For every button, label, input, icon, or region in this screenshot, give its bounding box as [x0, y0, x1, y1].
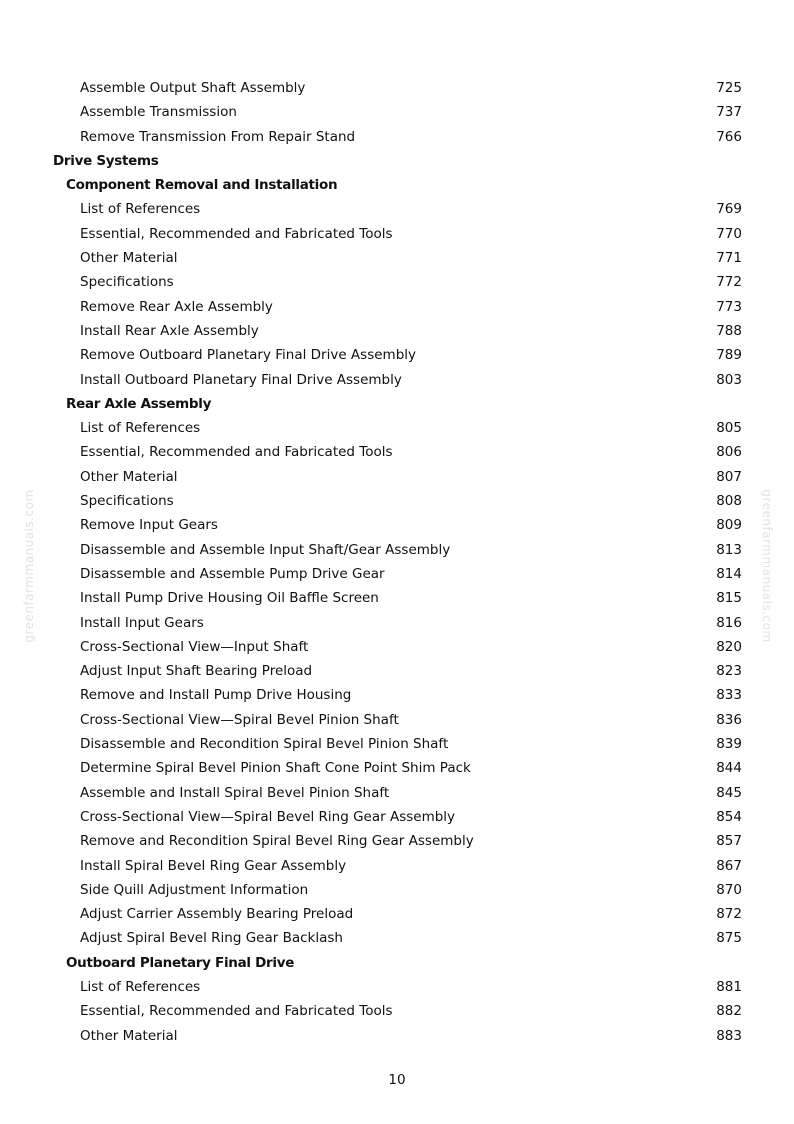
toc-entry-page-number: 806 [716, 444, 742, 461]
toc-entry-title: Install Input Gears [80, 614, 204, 631]
toc-entry-title: Disassemble and Assemble Input Shaft/Gear Assembly [80, 541, 451, 558]
toc-entry[interactable] [0, 708, 794, 732]
toc-entry-title: Determine Spiral Bevel Pinion Shaft Cone Point Shim Pack [80, 760, 471, 777]
toc-section-heading [0, 173, 794, 197]
toc-entry[interactable] [0, 854, 794, 878]
toc-entry-page-number: 867 [716, 857, 742, 874]
toc-entry-page-number: 882 [716, 1003, 742, 1020]
toc-entry-title: Other Material [80, 1027, 178, 1044]
toc-entry-title: Specifications [80, 274, 174, 291]
toc-entry-title: Rear Axle Assembly [66, 395, 212, 412]
toc-entry-page-number: 872 [716, 906, 742, 923]
toc-entry-page-number: 814 [716, 565, 742, 582]
toc-entry[interactable] [0, 100, 794, 124]
toc-entry-title: Essential, Recommended and Fabricated Tools [80, 225, 393, 242]
page-number: 10 [388, 1072, 406, 1088]
toc-entry-title: Remove Transmission From Repair Stand [80, 128, 356, 145]
toc-entry-title: List of References [80, 420, 201, 437]
toc-entry[interactable] [0, 635, 794, 659]
toc-section-heading [0, 392, 794, 416]
toc-entry-page-number: 854 [716, 808, 742, 825]
toc-entry[interactable] [0, 999, 794, 1023]
toc-entry-page-number: 766 [716, 128, 742, 145]
toc-entry[interactable] [0, 926, 794, 950]
toc-entry-page-number: 875 [716, 930, 742, 947]
toc-entry-page-number: 815 [716, 590, 742, 607]
toc-entry-page-number: 771 [716, 250, 742, 267]
toc-entry-title: Install Pump Drive Housing Oil Baffle Screen [80, 590, 379, 607]
toc-entry-title: Cross-Sectional View—Spiral Bevel Ring Gear Assembly [80, 808, 456, 825]
toc-entry-page-number: 839 [716, 736, 742, 753]
toc-entry-page-number: 773 [716, 298, 742, 315]
toc-entry[interactable] [0, 659, 794, 683]
toc-section-heading [0, 149, 794, 173]
toc-entry[interactable] [0, 829, 794, 853]
toc-entry-page-number: 770 [716, 225, 742, 242]
toc-entry-title: Other Material [80, 468, 178, 485]
toc-entry-title: Assemble Transmission [80, 104, 237, 121]
toc-entry-title: Assemble Output Shaft Assembly [80, 80, 306, 96]
toc-entry-title: Adjust Input Shaft Bearing Preload [80, 663, 313, 680]
toc-entry[interactable] [0, 756, 794, 780]
watermark-text: greenfarmmanuals.com [22, 489, 36, 643]
toc-entry[interactable] [0, 246, 794, 270]
toc-entry-page-number: 788 [716, 322, 742, 339]
toc-entry[interactable] [0, 683, 794, 707]
toc-entry[interactable] [0, 562, 794, 586]
toc-entry-title: Adjust Spiral Bevel Ring Gear Backlash [80, 930, 343, 947]
toc-entry[interactable] [0, 805, 794, 829]
toc-entry-page-number: 883 [716, 1027, 742, 1044]
toc-entry-page-number: 803 [716, 371, 742, 388]
toc-entry-title: Cross-Sectional View—Spiral Bevel Pinion Shaft [80, 711, 399, 728]
toc-entry[interactable] [0, 732, 794, 756]
toc-entry-title: Drive Systems [53, 152, 159, 169]
toc-entry-page-number: 816 [716, 614, 742, 631]
toc-entry[interactable] [0, 489, 794, 513]
toc-entry[interactable] [0, 270, 794, 294]
toc-entry-page-number: 725 [716, 80, 742, 96]
toc-entry-page-number: 769 [716, 201, 742, 218]
toc-entry-page-number: 845 [716, 784, 742, 801]
toc-entry-title: Install Outboard Planetary Final Drive Assembly [80, 371, 402, 388]
toc-entry[interactable] [0, 343, 794, 367]
toc-entry-title: List of References [80, 978, 201, 995]
toc-entry-page-number: 881 [716, 978, 742, 995]
toc-entry-page-number: 808 [716, 493, 742, 510]
toc-entry[interactable] [0, 319, 794, 343]
toc-entry-page-number: 844 [716, 760, 742, 777]
toc-entry-title: Remove Outboard Planetary Final Drive Assembly [80, 347, 417, 364]
toc-entry-title: Component Removal and Installation [66, 177, 338, 194]
toc-entry-title: List of References [80, 201, 201, 218]
toc-entry[interactable] [0, 611, 794, 635]
table-of-contents [0, 76, 794, 1048]
toc-entry[interactable] [0, 368, 794, 392]
toc-section-heading [0, 951, 794, 975]
toc-entry-page-number: 789 [716, 347, 742, 364]
toc-entry-title: Install Rear Axle Assembly [80, 322, 259, 339]
toc-entry-page-number: 836 [716, 711, 742, 728]
toc-entry-page-number: 833 [716, 687, 742, 704]
toc-entry[interactable] [0, 125, 794, 149]
toc-entry-title: Assemble and Install Spiral Bevel Pinion Shaft [80, 784, 390, 801]
toc-entry-title: Side Quill Adjustment Information [80, 881, 309, 898]
toc-entry-page-number: 870 [716, 881, 742, 898]
toc-entry-page-number: 823 [716, 663, 742, 680]
toc-entry-page-number: 820 [716, 638, 742, 655]
toc-entry-title: Specifications [80, 493, 174, 510]
toc-entry-title: Outboard Planetary Final Drive [66, 954, 295, 971]
toc-entry-title: Install Spiral Bevel Ring Gear Assembly [80, 857, 347, 874]
toc-entry[interactable] [0, 222, 794, 246]
toc-entry-title: Remove Rear Axle Assembly [80, 298, 273, 315]
toc-entry-title: Disassemble and Assemble Pump Drive Gear [80, 565, 385, 582]
toc-entry-page-number: 805 [716, 420, 742, 437]
toc-entry[interactable] [0, 465, 794, 489]
toc-entry-title: Other Material [80, 250, 178, 267]
toc-entry[interactable] [0, 586, 794, 610]
toc-entry-page-number: 737 [716, 104, 742, 121]
toc-entry[interactable] [0, 440, 794, 464]
toc-entry-title: Essential, Recommended and Fabricated Tools [80, 444, 393, 461]
toc-entry[interactable] [0, 902, 794, 926]
toc-entry-page-number: 813 [716, 541, 742, 558]
toc-entry[interactable] [0, 1024, 794, 1048]
toc-entry[interactable] [0, 513, 794, 537]
toc-entry[interactable] [0, 975, 794, 999]
toc-entry-title: Cross-Sectional View—Input Shaft [80, 638, 309, 655]
toc-entry-title: Disassemble and Recondition Spiral Bevel Pinion Shaft [80, 736, 449, 753]
watermark-text: greenfarmmanuals.com [760, 489, 774, 643]
toc-entry[interactable] [0, 878, 794, 902]
toc-entry-title: Essential, Recommended and Fabricated Tools [80, 1003, 393, 1020]
toc-entry-page-number: 809 [716, 517, 742, 534]
toc-entry[interactable] [0, 295, 794, 319]
toc-entry-title: Remove and Recondition Spiral Bevel Ring Gear Assembly [80, 833, 474, 850]
toc-entry-title: Remove Input Gears [80, 517, 218, 534]
toc-entry[interactable] [0, 781, 794, 805]
toc-entry-page-number: 772 [716, 274, 742, 291]
toc-entry[interactable] [0, 197, 794, 221]
toc-entry[interactable] [0, 76, 794, 100]
toc-entry-page-number: 857 [716, 833, 742, 850]
toc-entry[interactable] [0, 538, 794, 562]
toc-entry[interactable] [0, 416, 794, 440]
toc-entry-page-number: 807 [716, 468, 742, 485]
toc-entry-title: Adjust Carrier Assembly Bearing Preload [80, 906, 354, 923]
toc-entry-title: Remove and Install Pump Drive Housing [80, 687, 352, 704]
